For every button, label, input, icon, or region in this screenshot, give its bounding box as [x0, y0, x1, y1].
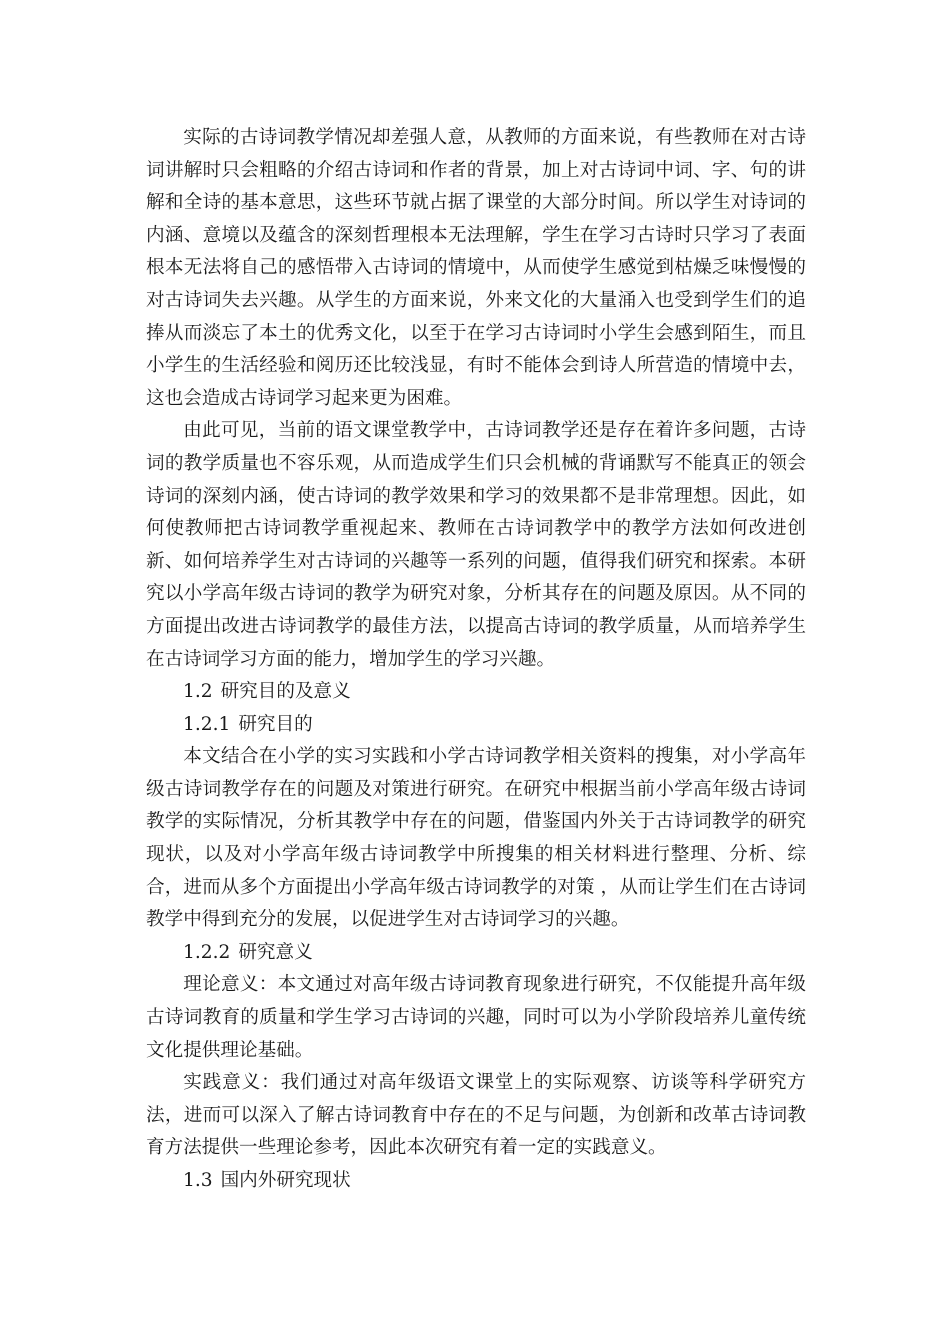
- section-title: 研究目的及意义: [220, 681, 351, 703]
- section-heading-1-3: [146, 1165, 806, 1198]
- section-number: 1.2.2: [183, 941, 231, 963]
- paragraph-practical-significance: 实践意义：我们通过对高年级语文课堂上的实际观察、访谈等科学研究方法，进而可以深入了解古诗词教育中存在的不足与问题，为创新和改革古诗词教育方法提供一些理论参考，因此本次研究有着一定的实践意义。: [146, 1072, 806, 1159]
- section-title: 研究意义: [238, 941, 313, 963]
- section-title: 国内外研究现状: [220, 1170, 351, 1191]
- paragraph-theoretical-significance: 理论意义：本文通过对高年级古诗词教育现象进行研究，不仅能提升高年级古诗词教育的质量和学生学习古诗词的兴趣，同时可以为小学阶段培养儿童传统文化提供理论基础。: [146, 974, 806, 1061]
- section-title: 研究目的: [238, 713, 313, 735]
- section-number: 1.2.1: [183, 713, 231, 735]
- section-number: 1.3: [183, 1170, 213, 1191]
- document-body: [146, 122, 806, 1198]
- section-heading-1-2: [146, 676, 806, 709]
- paragraph-research-purpose: 本文结合在小学的实习实践和小学古诗词教学相关资料的搜集，对小学高年级古诗词教学存在的问题及对策进行研究。在研究中根据当前小学高年级古诗词教学的实际情况，分析其教学中存在的问题，借鉴国内外关于古诗词教学的研究现状，以及对小学高年级古诗词教学中所搜集的相关材料进行整理、分析、综合，进而从多个方面提出小学高年级古诗词教学的对策 ，从而让学生们在古诗词教学中得到充分的发展，以促进学生对古诗词学习的兴趣。: [146, 746, 806, 931]
- paragraph-problems-summary: 由此可见，当前的语文课堂教学中，古诗词教学还是存在着许多问题，古诗词的教学质量也不容乐观，从而造成学生们只会机械的背诵默写不能真正的领会诗词的深刻内涵，使古诗词的教学效果和学习的效果都不是非常理想。因此，如何使教师把古诗词教学重视起来、教师在古诗词教学中的教学方法如何改进创新、如何培养学生对古诗词的兴趣等一系列的问题，值得我们研究和探索。本研究以小学高年级古诗词的教学为研究对象，分析其存在的问题及原因。从不同的方面提出改进古诗词教学的最佳方法，以提高古诗词的教学质量，从而培养学生在古诗词学习方面的能力，增加学生的学习兴趣。: [146, 420, 806, 670]
- paragraph-teaching-situation: 实际的古诗词教学情况却差强人意，从教师的方面来说，有些教师在对古诗词讲解时只会粗略的介绍古诗词和作者的背景，加上对古诗词中词、字、句的讲解和全诗的基本意思，这些环节就占据了课堂的大部分时间。所以学生对诗词的内涵、意境以及蕴含的深刻哲理根本无法理解，学生在学习古诗时只学习了表面根本无法将自己的感悟带入古诗词的情境中，从而使学生感觉到枯燥乏味慢慢的对古诗词失去兴趣。从学生的方面来说，外来文化的大量涌入也受到学生们的追捧从而淡忘了本土的优秀文化，以至于在学习古诗词时小学生会感到陌生，而且小学生的生活经验和阅历还比较浅显，有时不能体会到诗人所营造的情境中去，这也会造成古诗词学习起来更为困难。: [146, 127, 806, 409]
- section-heading-1-2-2: [146, 937, 806, 970]
- section-number: 1.2: [183, 681, 213, 703]
- section-heading-1-2-1: [146, 709, 806, 742]
